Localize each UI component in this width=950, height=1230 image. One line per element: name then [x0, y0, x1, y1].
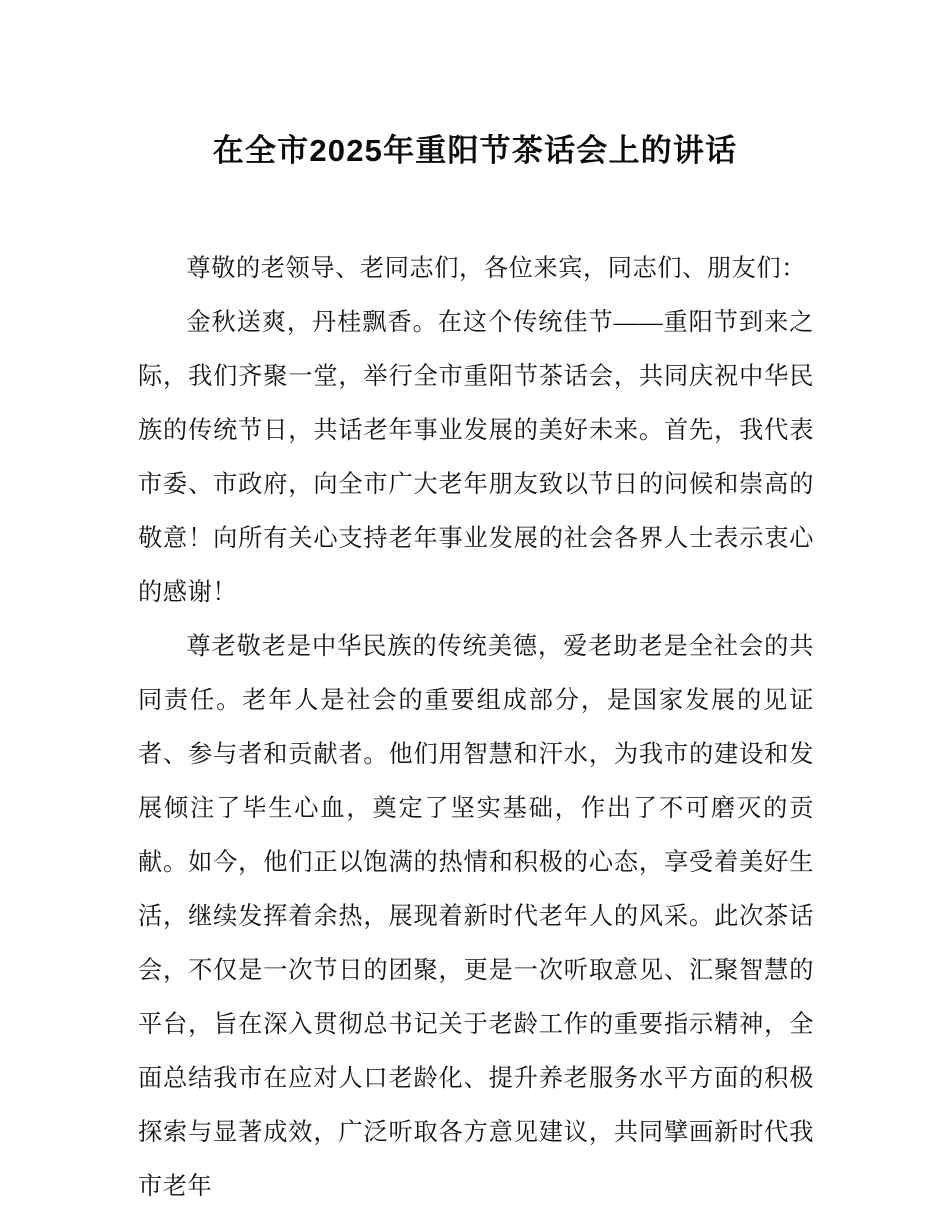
paragraph-1: 金秋送爽，丹桂飘香。在这个传统佳节——重阳节到来之际，我们齐聚一堂，举行全市重阳节茶话会，共同庆祝中华民族的传统节日，共话老年事业发展的美好未来。首先，我代表市委、市政府，向全市广大老年朋友致以节日的问候和崇高的敬意！向所有关心支持老年事业发展的社会各界人士表示衷心的感谢！	[138, 309, 814, 606]
document-body	[138, 242, 814, 1214]
page-title: 在全市2025年重阳节茶话会上的讲话	[212, 132, 738, 168]
paragraph-2: 尊老敬老是中华民族的传统美德，爱老助老是全社会的共同责任。老年人是社会的重要组成部分，是国家发展的见证者、参与者和贡献者。他们用智慧和汗水，为我市的建设和发展倾注了毕生心血，奠定了坚实基础，作出了不可磨灭的贡献。如今，他们正以饱满的热情和积极的心态，享受着美好生活，继续发挥着余热，展现着新时代老年人的风采。此次茶话会，不仅是一次节日的团聚，更是一次听取意见、汇聚智慧的平台，旨在深入贯彻总书记关于老龄工作的重要指示精神，全面总结我市在应对人口老龄化、提升养老服务水平方面的积极探索与显著成效，广泛听取各方意见建议，共同擘画新时代我市老年	[138, 633, 814, 1200]
paragraph-salutation: 尊敬的老领导、老同志们，各位来宾，同志们、朋友们：	[186, 255, 807, 282]
